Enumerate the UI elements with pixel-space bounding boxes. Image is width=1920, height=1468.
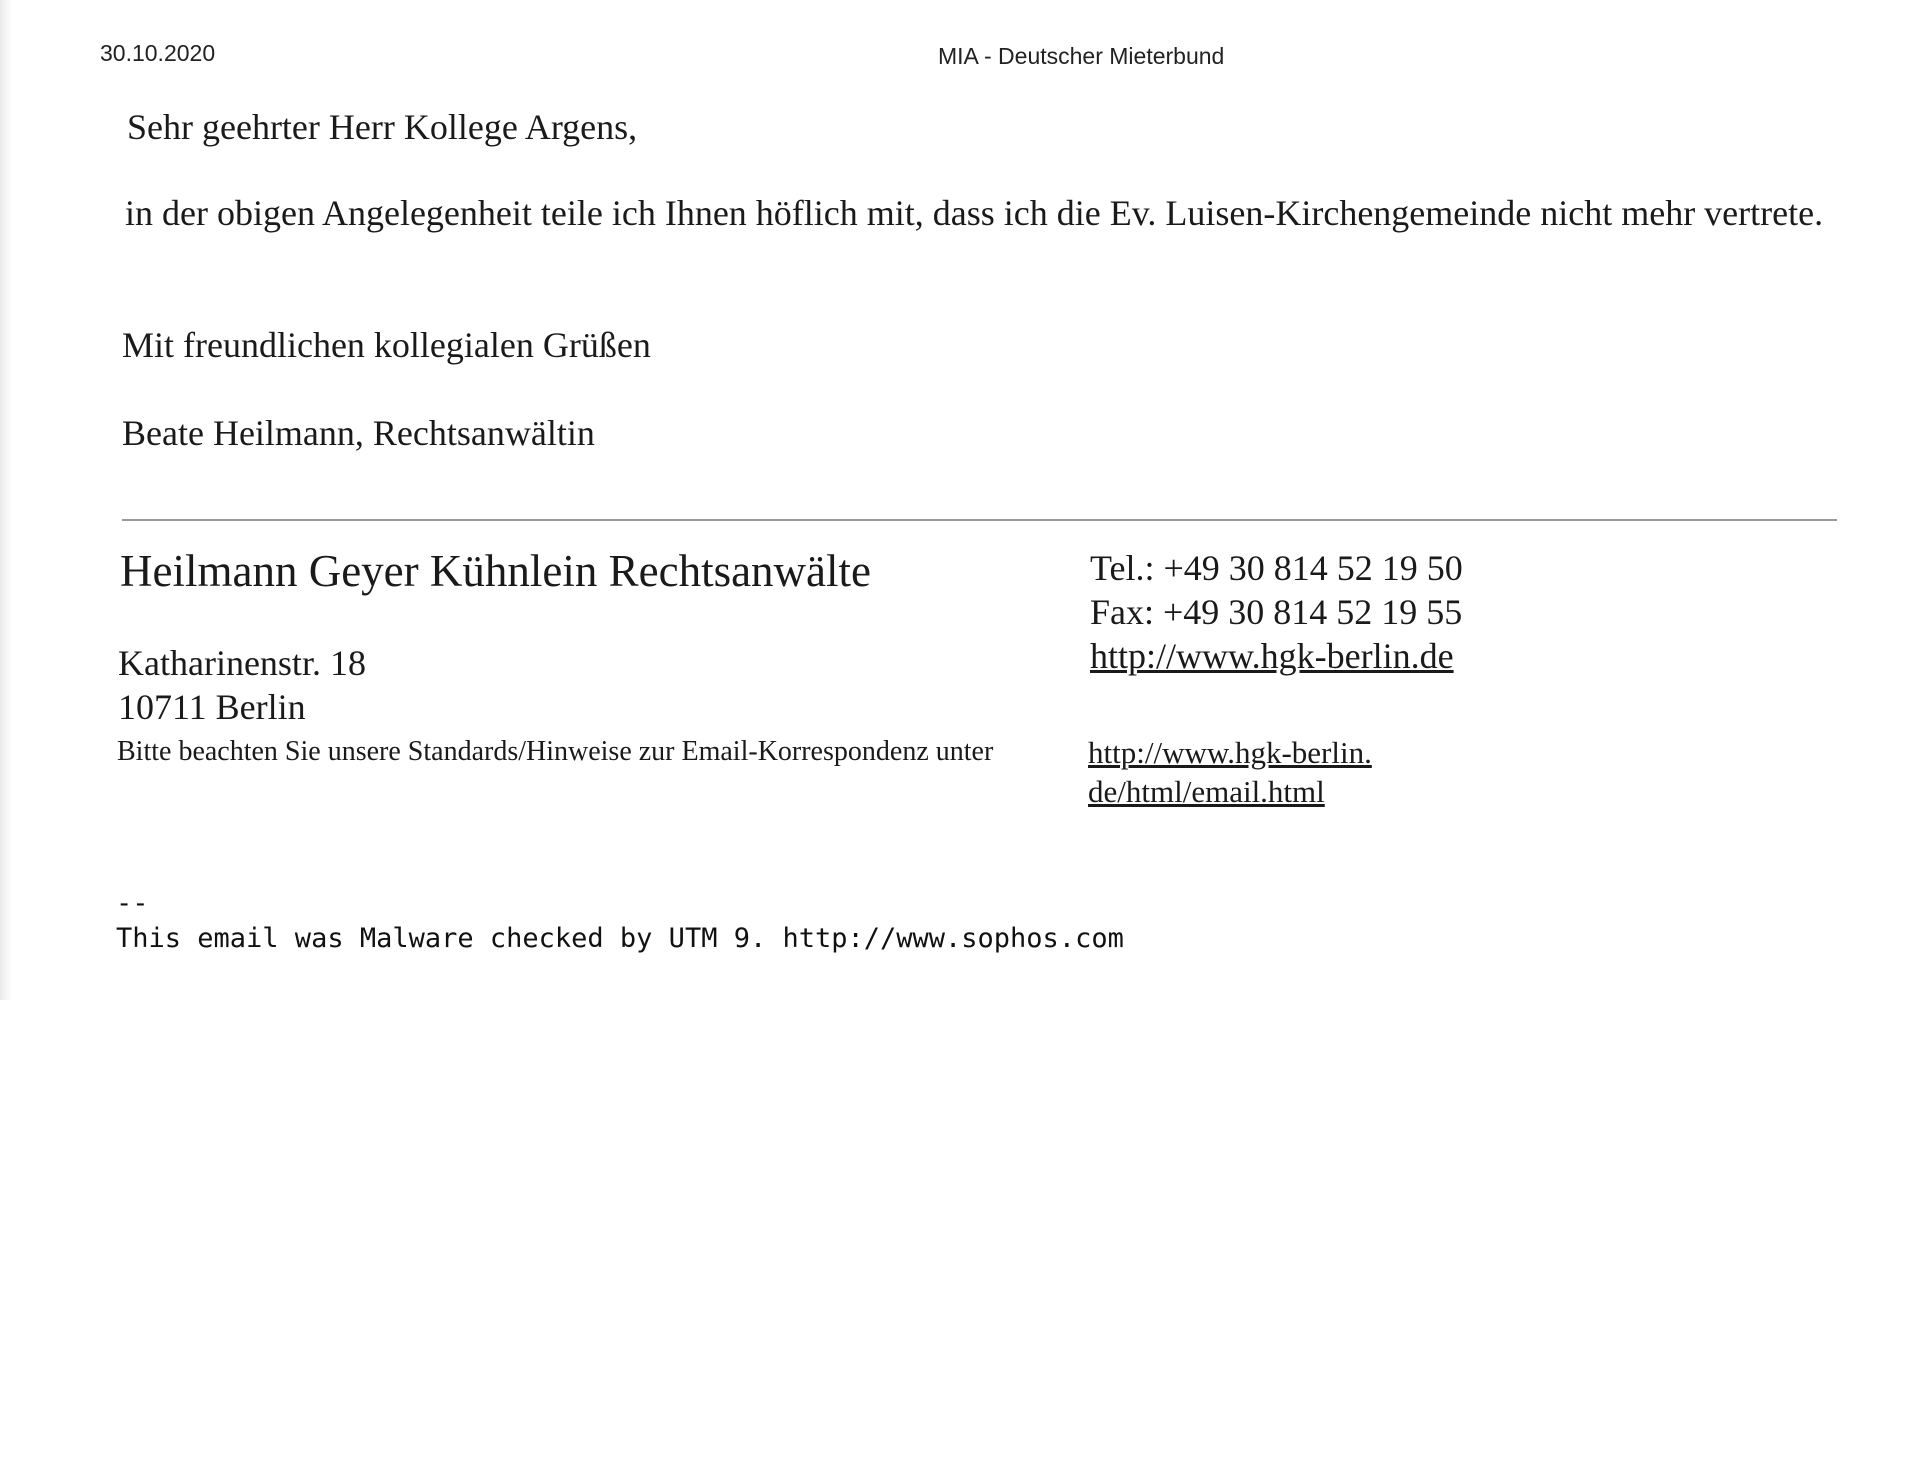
mail-signature-separator: -- xyxy=(116,888,149,919)
firm-city: 10711 Berlin xyxy=(118,687,306,727)
email-standards-link[interactable]: http://www.hgk-berlin.de/html/email.html xyxy=(1088,735,1372,809)
firm-name: Heilmann Geyer Kühnlein Rechtsanwälte xyxy=(120,546,872,596)
firm-street: Katharinenstr. 18 xyxy=(118,643,366,683)
phone-number: Tel.: +49 30 814 52 19 50 xyxy=(1090,548,1463,588)
contact-block xyxy=(1090,546,1463,678)
letter-signature: Beate Heilmann, Rechtsanwältin xyxy=(122,413,595,453)
letter-closing: Mit freundlichen kollegialen Grüßen xyxy=(122,325,651,365)
email-standards-link-block xyxy=(1088,733,1378,811)
letter-salutation: Sehr geehrter Herr Kollege Argens, xyxy=(127,107,638,147)
signature-divider xyxy=(122,519,1837,521)
letter-body: in der obigen Angelegenheit teile ich Ihnen höflich mit, dass ich die Ev. Luisen-Kirchengemeinde nicht mehr vertrete. xyxy=(125,193,1824,233)
scan-edge-shadow xyxy=(0,0,12,1000)
fax-number: Fax: +49 30 814 52 19 55 xyxy=(1090,592,1463,632)
email-standards-note: Bitte beachten Sie unsere Standards/Hinweise zur Email-Korrespondenz unter xyxy=(117,736,994,767)
malware-check-notice: This email was Malware checked by UTM 9. http://www.sophos.com xyxy=(116,923,1124,954)
website-link[interactable]: http://www.hgk-berlin.de xyxy=(1090,636,1454,676)
print-date: 30.10.2020 xyxy=(100,40,216,66)
print-header-title: MIA - Deutscher Mieterbund xyxy=(938,43,1225,69)
